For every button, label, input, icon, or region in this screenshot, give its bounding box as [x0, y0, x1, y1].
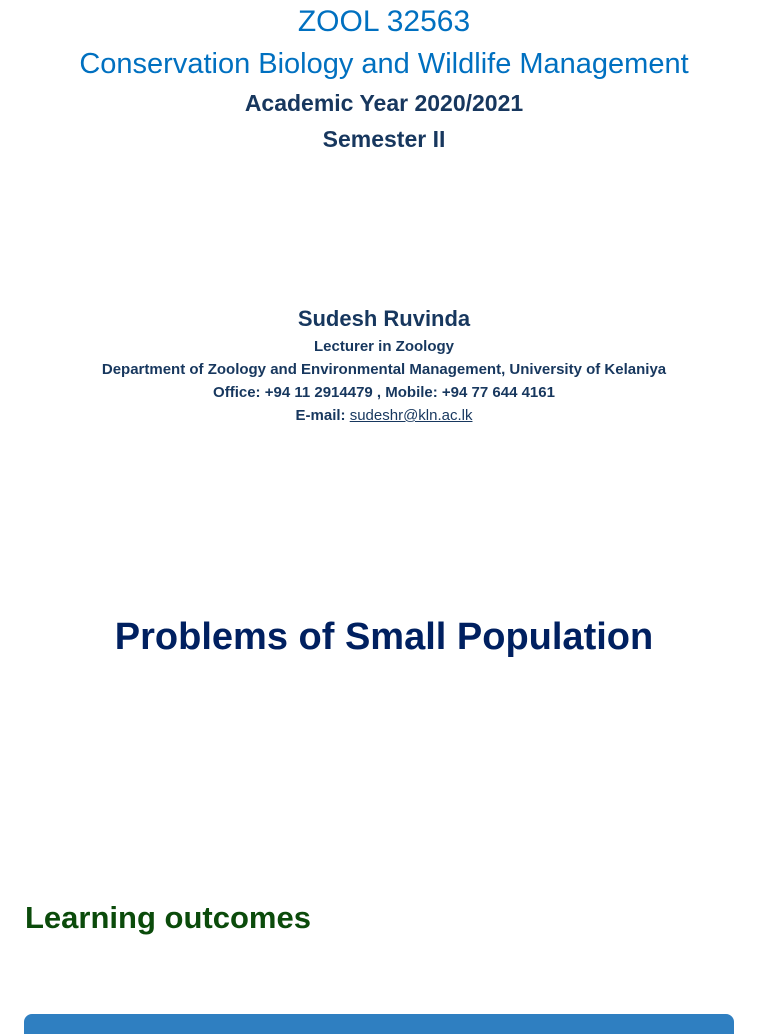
lecturer-email-line: [0, 405, 768, 427]
lecture-topic: Problems of Small Population: [114, 616, 654, 658]
lecturer-phones: Office: +94 11 2914479 , Mobile: +94 77 644 4161: [213, 384, 555, 401]
course-title: Conservation Biology and Wildlife Management: [79, 48, 689, 80]
email-link[interactable]: sudeshr@kln.ac.lk: [349, 407, 473, 424]
lecturer-role: Lecturer in Zoology: [313, 338, 454, 355]
course-code: ZOOL 32563: [297, 5, 471, 38]
content-box-top-edge: [24, 1014, 734, 1034]
lecturer-department: Department of Zoology and Environmental Management, University of Kelaniya: [101, 361, 667, 378]
learning-outcomes-heading: Learning outcomes: [25, 900, 311, 935]
lecturer-name: Sudesh Ruvinda: [297, 306, 471, 331]
academic-year: Academic Year 2020/2021: [244, 90, 524, 116]
semester: Semester II: [322, 126, 446, 152]
email-label: E-mail:: [295, 407, 350, 424]
